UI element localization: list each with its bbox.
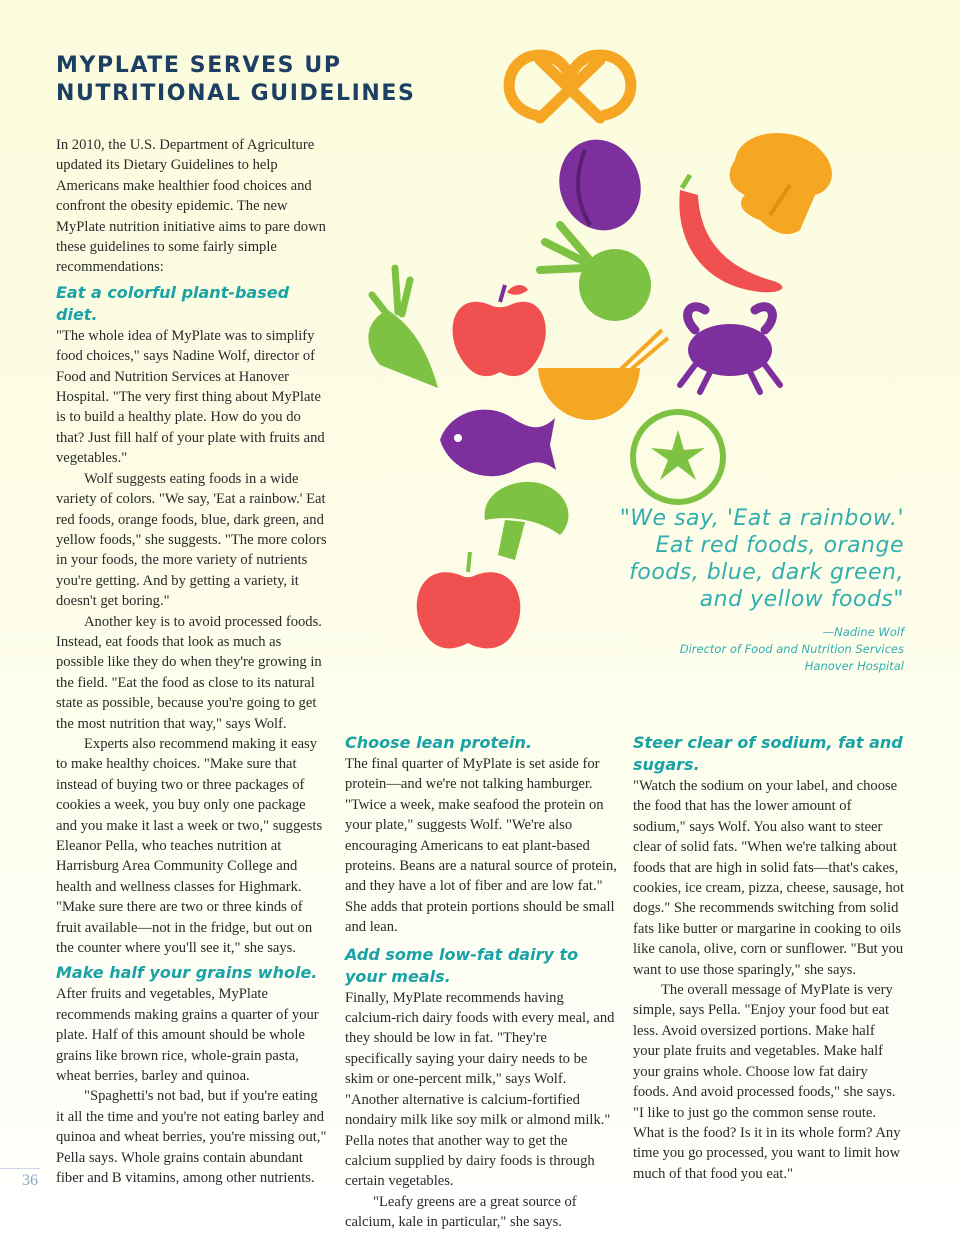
title-line-1: MYPLATE SERVES UP [56, 53, 342, 78]
body-paragraph: "Spaghetti's not bad, but if you're eating it all the time and you're not eating barley and quinoa and wheat berries, you're missing out," Pella says. Whole grains contain abundant fiber and B vitamins, among other nutrients. [56, 1088, 327, 1187]
subhead-whole-grains: Make half your grains whole. [56, 963, 318, 983]
tomato-icon [633, 412, 723, 502]
body-paragraph: "Watch the sodium on your label, and choose the food that has the lower amount of sodium," says Wolf. You also want to steer clear of solid fats. "When we're talking about foods that are high in solid fats—that's cakes, cookies, ice cream, pizza, cheese, sausage, hot dogs." She recommends switching from solid fats like butter or margarine in cooking to oils like canola, olive, corn or sunflower. "But you want to use those sparingly," she says. [633, 778, 905, 978]
mushroom-icon [485, 482, 569, 560]
body-paragraph: Finally, MyPlate recommends having calcium-rich dairy foods with every meal, and they should be low in fat. "They're specifically saying your dairy needs to be skim or one-percent milk," says Wolf. "Another alternative is calcium-fortified nondairy milk like soy milk or almond milk." Pella notes that another way to get the calcium supplied by dairy foods is through certain vegetables. [345, 989, 615, 1190]
body-paragraph: The overall message of MyPlate is very simple, says Pella. "Enjoy your food but eat less. Avoid oversized portions. Make half your plate fruits and vegetables. Make half your grains whole. Choose low fat dairy foods. And avoid processed foods," she says. "I like to just go the common sense route. What is the food? Is it in its whole form? Any time you go processed, you want to limit how much of that food you eat." [633, 982, 901, 1182]
subhead-lean-protein: Choose lean protein. [345, 733, 532, 752]
attribution-role: Director of Food and Nutrition Services [679, 642, 904, 656]
turnip-icon [540, 225, 651, 321]
crab-icon [680, 307, 780, 392]
intro-paragraph: In 2010, the U.S. Department of Agriculture updated its Dietary Guidelines to help Americans make healthier food choices and confront the obesity epidemic. The new MyPlate nutrition initiative aims to pare down these guidelines to some fairly simple recommendations: [56, 137, 326, 276]
apple-icon [453, 285, 546, 376]
article-column-3 [633, 732, 905, 1184]
body-paragraph: Another key is to avoid processed foods. Instead, eat foods that look as much as possible like they do when they're growing in the field. "Eat the food as close to its natural state as possible, because you're going to get the most nutrition that way," says Wolf. [56, 613, 322, 732]
fish-icon [440, 410, 556, 477]
body-paragraph: "Leafy greens are a great source of calcium, kale in particular," she says. [345, 1193, 577, 1231]
title-line-2: NUTRITIONAL GUIDELINES [56, 81, 416, 106]
pull-quote: "We say, 'Eat a rainbow.' Eat red foods, orange foods, blue, dark green, and yellow foods" [619, 506, 904, 612]
body-paragraph: Wolf suggests eating foods in a wide variety of colors. "We say, 'Eat a rainbow.' Eat red foods, orange foods, blue, dark green, and yellow foods," she suggests. "The more colors in your foods, the more variety of nutrients you're getting. And by getting a variety, it doesn't get boring." [56, 470, 327, 610]
body-paragraph: "The whole idea of MyPlate was to simplify food choices," says Nadine Wolf, director of Food and Nutrition Services at Hanover Hospital. "The very first thing about MyPlate is to build a healthy plate. How do you do that? Just fill half of your plate with fruits and vegetables." [56, 327, 325, 467]
bread-icon [730, 133, 832, 234]
body-paragraph: The final quarter of MyPlate is set aside for protein—and we're not talking hamburger. "Twice a week, make seafood the protein on your plate," suggests Wolf. "We're also encouraging Americans to eat plant-based proteins. Beans are a natural source of protein, and they have a lot of fiber and are low fat." She adds that protein portions should be small and lean. [345, 756, 617, 936]
subhead-low-fat-dairy: Add some low-fat dairy to your meals. [345, 944, 579, 986]
subhead-plant-based: Eat a colorful plant-based diet. [56, 282, 290, 324]
subhead-sodium-fat-sugar: Steer clear of sodium, fat and sugars. [633, 733, 903, 774]
pretzel-icon [509, 55, 631, 118]
apple-icon [417, 552, 521, 648]
carrot-icon [368, 268, 438, 388]
attribution-org: Hanover Hospital [804, 659, 904, 673]
article-column-2 [345, 732, 617, 1233]
bowl-icon [538, 330, 668, 420]
body-paragraph: After fruits and vegetables, MyPlate recommends making grains a quarter of your plate. Half of this amount should be whole grains like brown rice, whole-grain pasta, wheat berries, barley and quinoa. [56, 986, 319, 1085]
body-paragraph: Experts also recommend making it easy to make healthy choices. "Make sure that instead of buying two or three packages of cookies a week, you buy only one package and you make it last a week or two," suggests Eleanor Pella, who teaches nutrition at Harrisburg Area Community College and health and wellness classes for Highmark. "Make sure there are two or three kinds of fruit available—not in the fridge, but out on the counter where you'll see it," she says. [56, 735, 323, 957]
page-number: 36 [0, 1168, 40, 1192]
attribution-name: —Nadine Wolf [822, 625, 904, 639]
